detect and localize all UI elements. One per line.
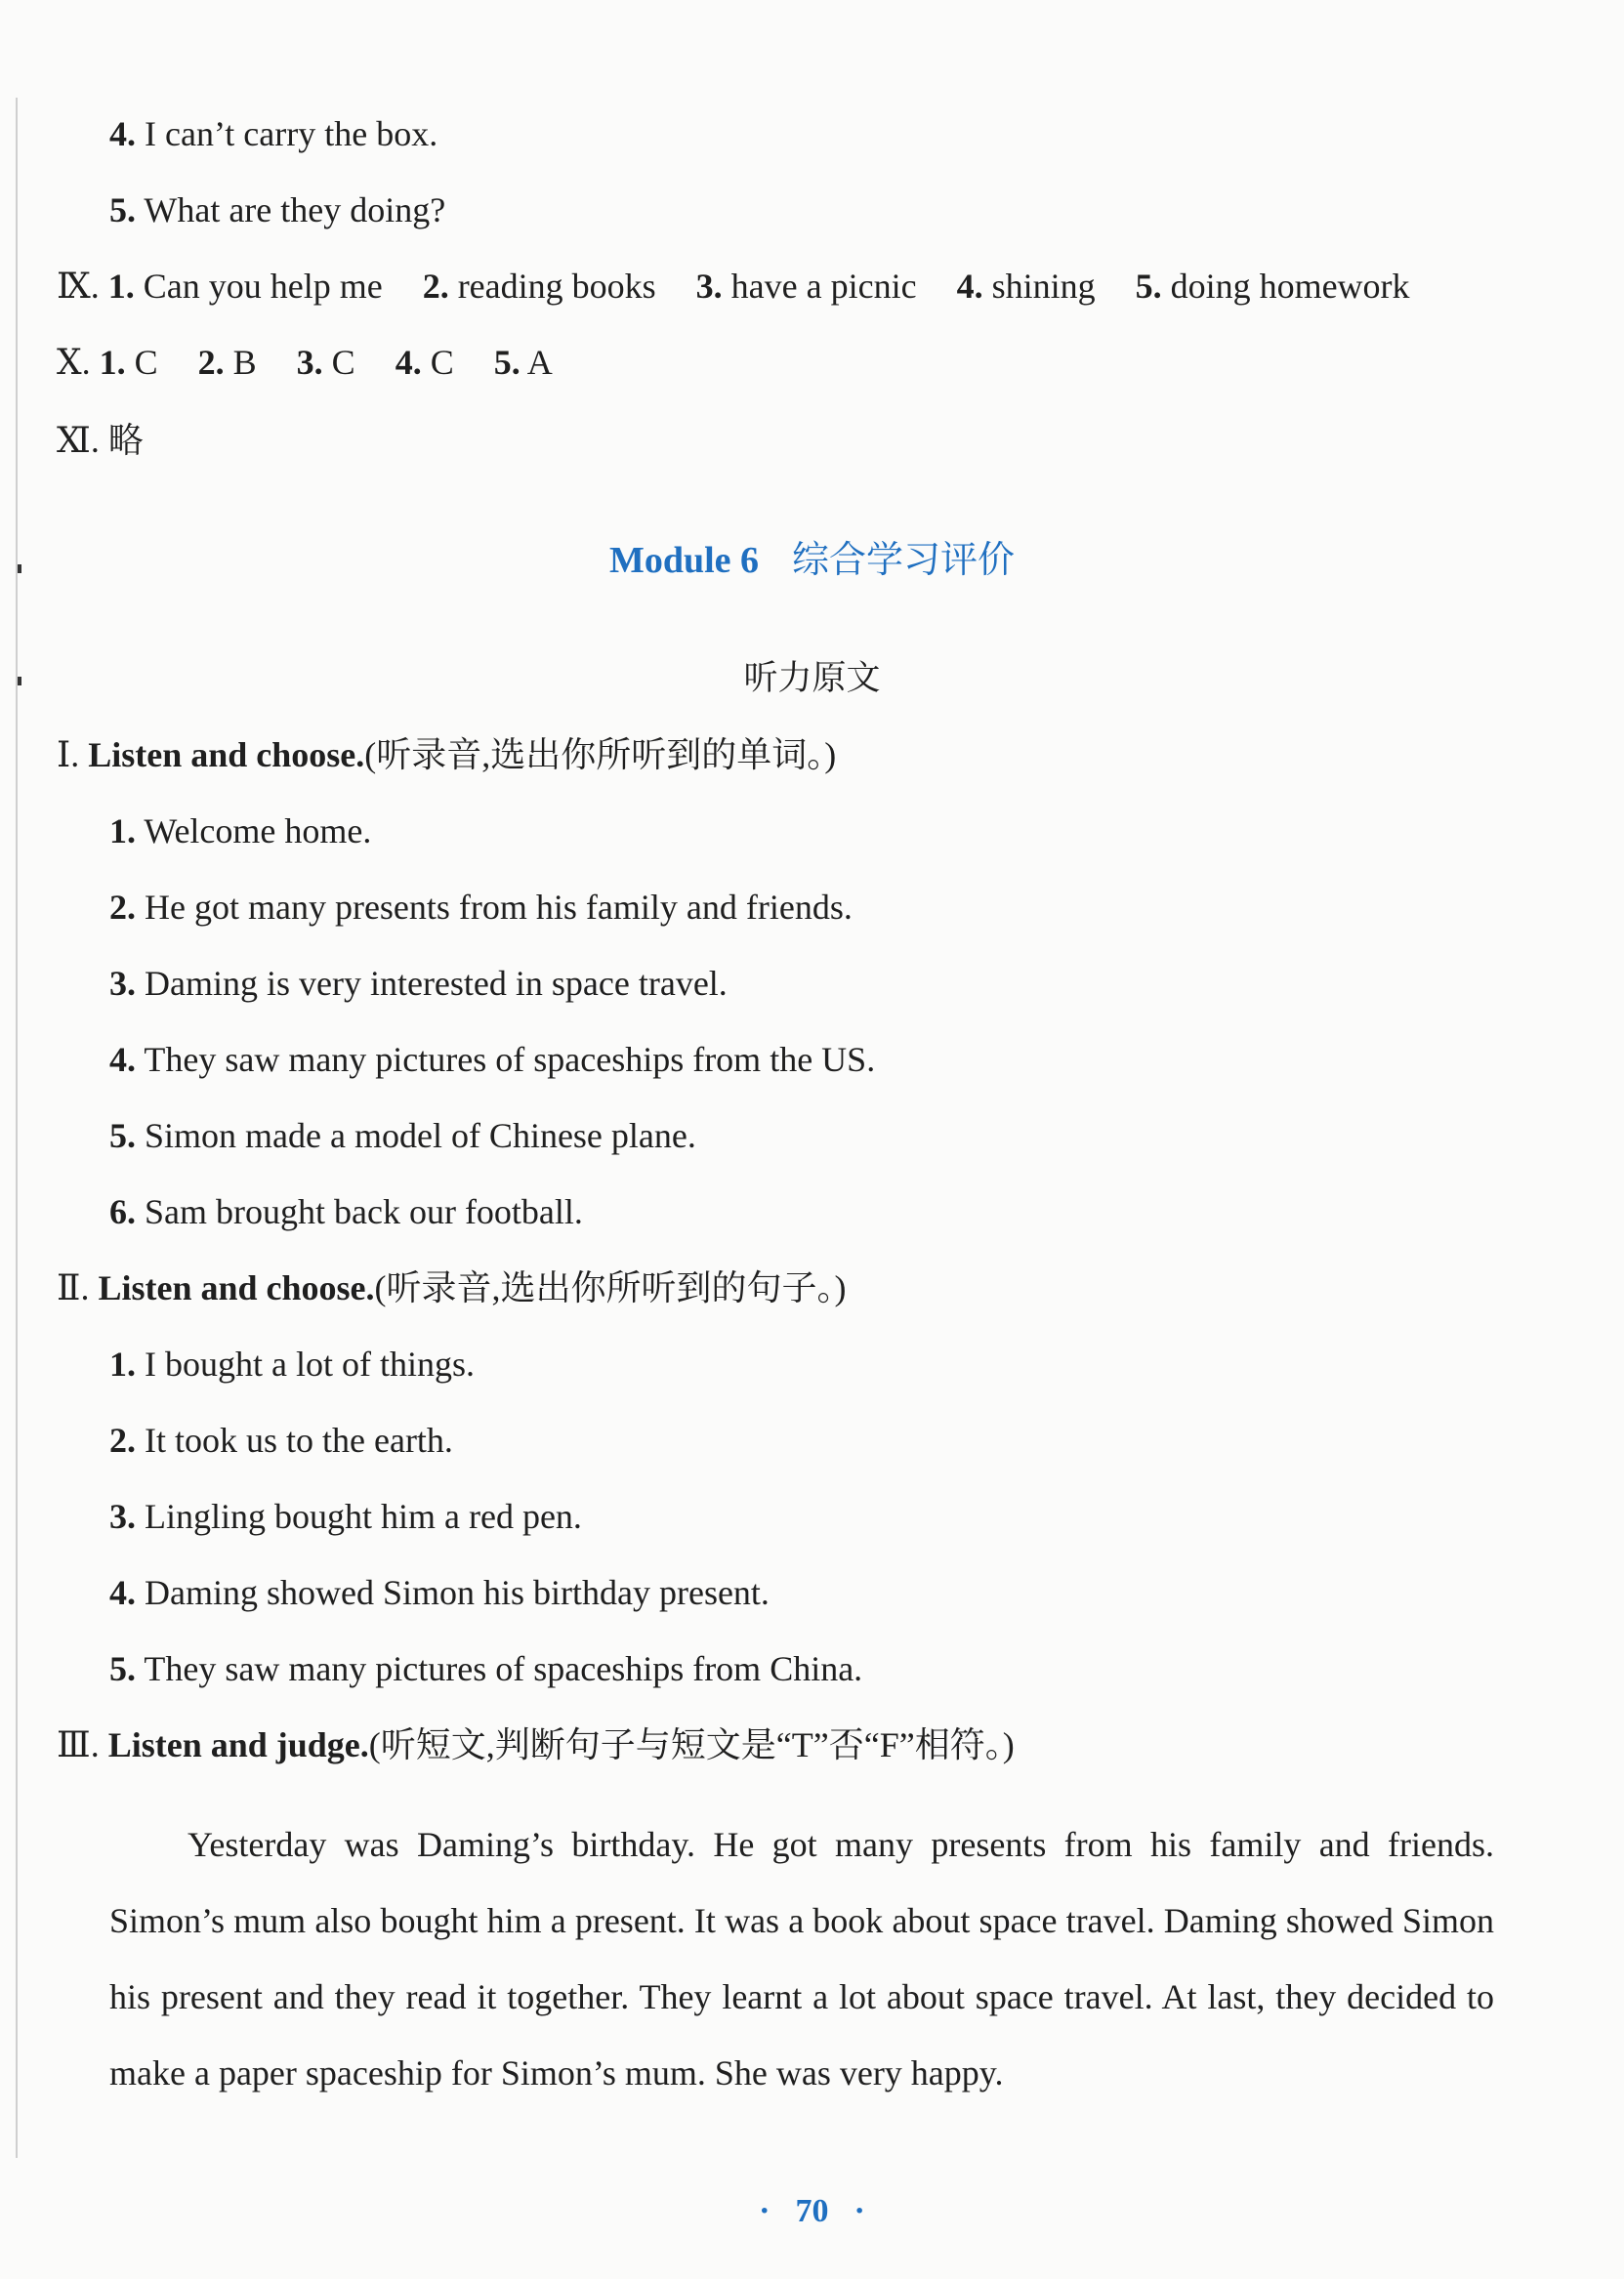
item-number: 1. <box>107 267 135 306</box>
module-title <box>0 538 1624 582</box>
item-text: It took us to the earth. <box>145 1421 453 1460</box>
roman-numeral: Ⅱ. <box>57 1268 90 1307</box>
item-text: He got many presents from his family and friends. <box>145 888 853 927</box>
list-item <box>109 1648 862 1689</box>
answer-line <box>109 189 445 230</box>
item-number: 5. <box>1135 267 1162 306</box>
item-text: I can’t carry the box. <box>145 114 438 153</box>
item-text: have a picnic <box>730 267 917 306</box>
module-label: Module 6 <box>608 540 760 581</box>
heading-note: (听短文,判断句子与短文是“T”否“F”相符。) <box>368 1725 1015 1764</box>
item-text: A <box>526 343 553 382</box>
item-text: I bought a lot of things. <box>145 1345 475 1384</box>
item-number: 4. <box>956 267 983 306</box>
section-heading <box>57 734 836 775</box>
heading-text: Listen and choose. <box>88 735 365 774</box>
roman-numeral: Ⅸ. <box>57 267 100 306</box>
item-number: 3. <box>109 964 136 1003</box>
item-text: doing homework <box>1170 267 1410 306</box>
item-number: 5. <box>109 190 136 229</box>
heading-text: Listen and choose. <box>98 1268 375 1307</box>
item-text: C <box>134 343 158 382</box>
module-cn-title: 综合学习评价 <box>792 538 1016 581</box>
passage <box>109 1806 1494 2111</box>
answer-row-ix <box>57 266 1410 307</box>
list-item <box>109 1115 696 1156</box>
section-heading <box>57 1724 1015 1765</box>
roman-numeral: Ⅲ. <box>57 1725 100 1764</box>
list-item <box>109 887 853 928</box>
item-text: C <box>430 343 454 382</box>
item-number: 2. <box>109 888 136 927</box>
page-number <box>0 2193 1624 2230</box>
item-text: Daming showed Simon his birthday present. <box>145 1573 770 1612</box>
item-text: Can you help me <box>143 267 383 306</box>
item-text: What are they doing? <box>144 190 446 229</box>
item-number: 1. <box>109 1345 136 1384</box>
list-item <box>109 1039 875 1080</box>
item-number: 5. <box>109 1649 136 1688</box>
item-number: 4. <box>109 114 136 153</box>
item-number: 5. <box>109 1116 136 1155</box>
item-text: Welcome home. <box>144 811 372 850</box>
roman-numeral: Ⅺ. <box>57 421 100 460</box>
item-text: They saw many pictures of spaceships from China. <box>144 1649 863 1688</box>
page-dot: · <box>854 2193 865 2229</box>
item-number: 2. <box>197 343 225 382</box>
answer-row-xi <box>57 420 144 461</box>
item-number: 4. <box>395 343 422 382</box>
item-number: 3. <box>296 343 323 382</box>
page-dot: · <box>759 2193 770 2229</box>
item-text: Daming is very interested in space travel. <box>145 964 728 1003</box>
answer-line <box>109 113 437 154</box>
list-item <box>109 810 371 851</box>
list-item <box>109 1191 583 1232</box>
item-number: 3. <box>109 1497 136 1536</box>
roman-numeral: Ⅹ. <box>57 343 91 382</box>
answer-row-x <box>57 342 553 383</box>
list-item <box>109 1572 770 1613</box>
heading-note: (听录音,选出你所听到的句子。) <box>374 1268 847 1307</box>
passage-text: Yesterday was Daming’s birthday. He got many presents from his family and friends. Simon’s mum also bought him a present. It was a book about space travel. Daming showed Simon his present and they read it together. They learnt a lot about space travel. At last, they decided to make a paper spaceship for Simon’s mum. She was very happy. <box>109 1825 1494 2093</box>
section-heading <box>57 1267 847 1308</box>
item-text: C <box>331 343 355 382</box>
item-number: 6. <box>109 1192 136 1231</box>
item-number: 2. <box>422 267 449 306</box>
item-number: 1. <box>109 811 136 850</box>
item-number: 2. <box>109 1421 136 1460</box>
heading-note: (听录音,选出你所听到的单词。) <box>364 735 837 774</box>
item-number: 4. <box>109 1040 136 1079</box>
section-subtitle: 听力原文 <box>743 659 881 698</box>
item-text: 略 <box>107 421 144 460</box>
item-text: They saw many pictures of spaceships from the US. <box>144 1040 876 1079</box>
item-text: shining <box>991 267 1096 306</box>
list-item <box>109 963 728 1004</box>
item-text: Sam brought back our football. <box>145 1192 583 1231</box>
list-item <box>109 1420 453 1461</box>
list-item <box>109 1496 582 1537</box>
item-text: Simon made a model of Chinese plane. <box>145 1116 696 1155</box>
item-number: 5. <box>493 343 521 382</box>
roman-numeral: Ⅰ. <box>57 735 80 774</box>
item-text: B <box>232 343 257 382</box>
item-text: reading books <box>457 267 656 306</box>
item-number: 1. <box>99 343 126 382</box>
item-number: 3. <box>695 267 723 306</box>
heading-text: Listen and judge. <box>107 1725 369 1764</box>
page-number-text: 70 <box>795 2193 829 2229</box>
page-margin-line <box>16 98 18 2158</box>
list-item <box>109 1344 475 1385</box>
item-number: 4. <box>109 1573 136 1612</box>
item-text: Lingling bought him a red pen. <box>145 1497 582 1536</box>
